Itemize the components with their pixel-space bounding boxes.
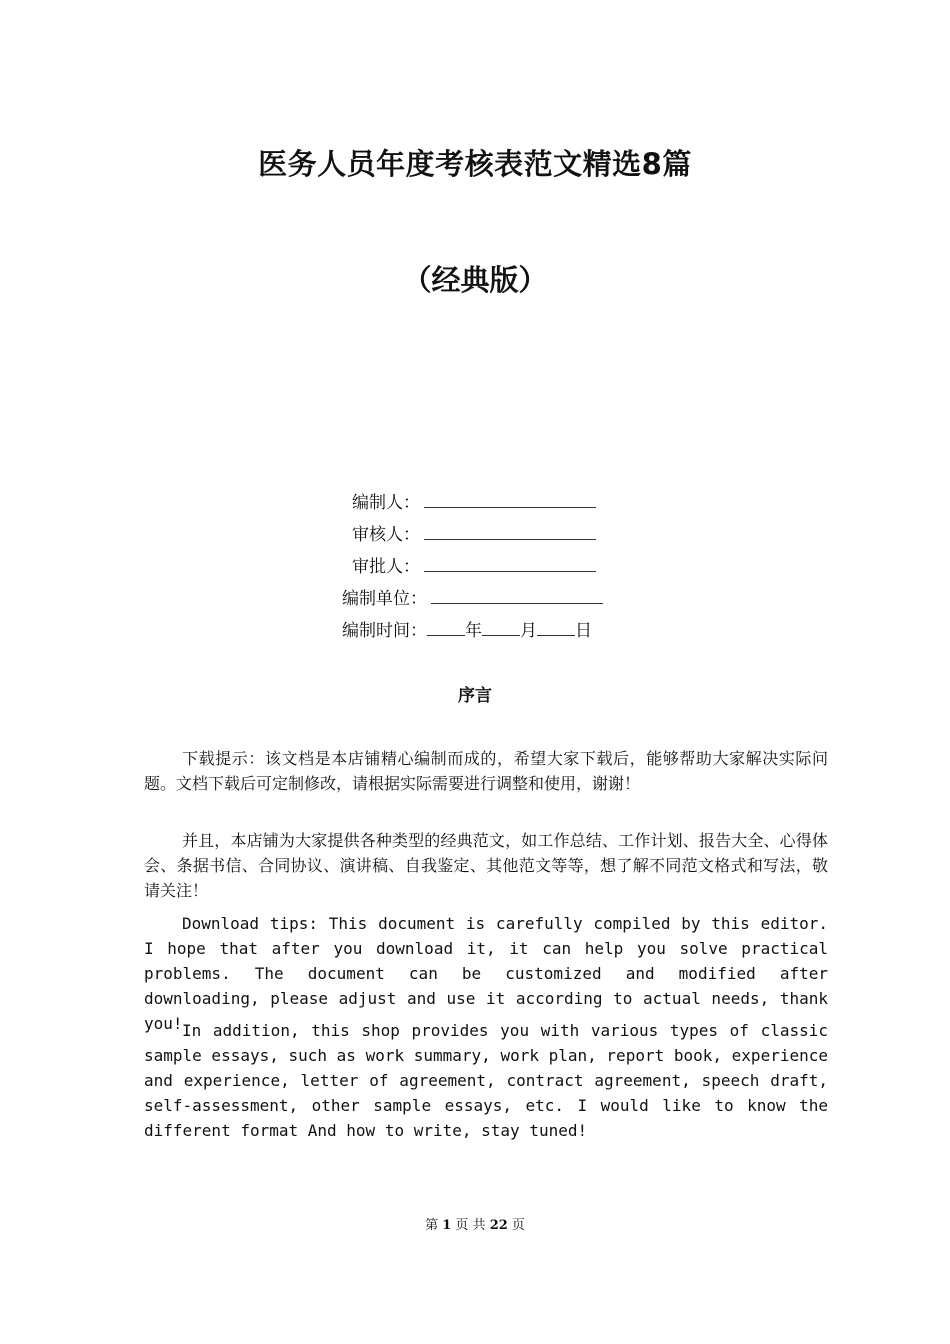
footer-suffix: 页 — [511, 1218, 525, 1233]
preface-heading: 序言 — [458, 686, 492, 706]
approver-label: 审批人： — [352, 557, 420, 577]
time-row — [342, 620, 592, 642]
unit-row — [342, 588, 603, 610]
preface-paragraph-1: 下载提示：该文档是本店铺精心编制而成的，希望大家下载后，能够帮助大家解决实际问题。文档下载后可定制修改，请根据实际需要进行调整和使用，谢谢！ — [144, 749, 828, 793]
footer-page-number: 1 — [442, 1218, 452, 1233]
footer-total-pages: 22 — [489, 1218, 508, 1233]
compiler-blank — [424, 493, 596, 508]
reviewer-row — [352, 524, 596, 546]
approver-row — [352, 556, 596, 578]
reviewer-blank — [424, 525, 596, 540]
footer-middle: 页 共 — [455, 1218, 486, 1233]
day-blank — [537, 621, 575, 636]
compiler-row — [352, 492, 596, 514]
year-char: 年 — [465, 621, 482, 641]
document-subtitle: （经典版） — [402, 263, 548, 297]
unit-blank — [431, 589, 603, 604]
document-title: 医务人员年度考核表范文精选8篇 — [258, 147, 692, 181]
month-blank — [482, 621, 520, 636]
compiler-label: 编制人： — [352, 493, 420, 513]
unit-label: 编制单位： — [342, 589, 427, 609]
preface-paragraph-2: 并且，本店铺为大家提供各种类型的经典范文，如工作总结、工作计划、报告大全、心得体会、条据书信、合同协议、演讲稿、自我鉴定、其他范文等等，想了解不同范文格式和写法，敬请关注！ — [144, 831, 828, 900]
month-char: 月 — [520, 621, 537, 641]
footer-prefix: 第 — [425, 1218, 439, 1233]
reviewer-label: 审核人： — [352, 525, 420, 545]
year-blank — [427, 621, 465, 636]
time-label: 编制时间： — [342, 621, 427, 641]
approver-blank — [424, 557, 596, 572]
preface-paragraph-4: In addition, this shop provides you with various types of classic sample essays, such as work summary, work plan, report book, experience and experience, letter of agreement, contract agreement, speech draft, self-assessment, other sample essays, etc. I would like to know the different format And how to write, stay tuned! — [144, 1021, 828, 1140]
day-char: 日 — [575, 621, 592, 641]
preface-paragraph-3: Download tips: This document is carefully compiled by this editor. I hope that after you download it, it can help you solve practical problems. The document can be customized and modified after downloading, please adjust and use it according to actual needs, thank you! — [144, 914, 828, 1033]
page-footer — [0, 1216, 950, 1236]
